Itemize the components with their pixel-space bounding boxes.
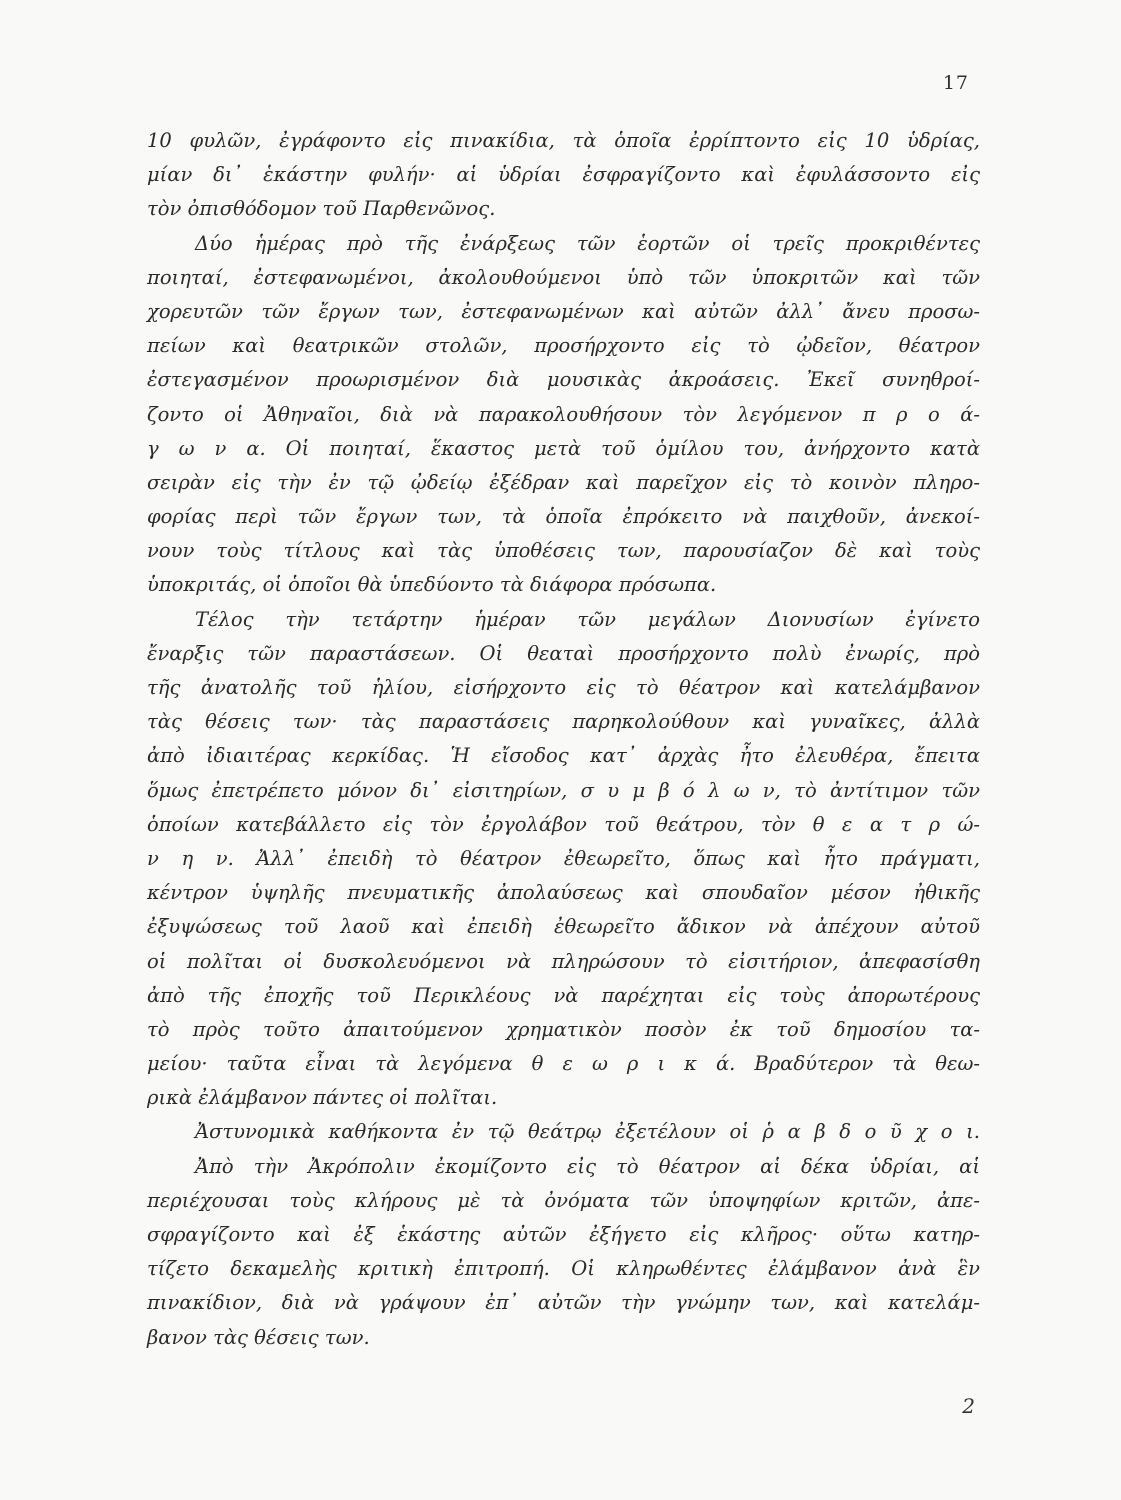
text-line: ὁποίων κατεβάλλετο εἰς τὸν ἐργολάβον τοῦ θεάτρου, τὸν θ ε α τ ρ ώ- xyxy=(147,812,980,836)
text-line: Δύο ἡμέρας πρὸ τῆς ἐνάρξεως τῶν ἑορτῶν οἱ τρεῖς προκριθέντες xyxy=(195,231,980,255)
text-line: ἐξυψώσεως τοῦ λαοῦ καὶ ἐπειδὴ ἐθεωρεῖτο ἄδικον νὰ ἀπέχουν αὐτοῦ xyxy=(147,915,980,939)
text-line: γ ω ν α. Οἱ ποιηταί, ἕκαστος μετὰ τοῦ ὁμίλου του, ἀνήρχοντο κατὰ xyxy=(147,436,980,460)
body-text xyxy=(147,124,980,1355)
text-line: ἀπὸ ἰδιαιτέρας κερκίδας. Ἡ εἴσοδος κατ᾽ ἀρχὰς ἦτο ἐλευθέρα, ἔπειτα xyxy=(147,744,980,768)
text-line: τὰς θέσεις των· τὰς παραστάσεις παρηκολούθουν καὶ γυναῖκες, ἀλλὰ xyxy=(147,710,980,734)
text-line: πινακίδιον, διὰ νὰ γράψουν ἐπ᾽ αὐτῶν τὴν γνώμην των, καὶ κατελάμ- xyxy=(147,1291,980,1315)
text-line: ρικὰ ἐλάμβανον πάντες οἱ πολῖται. xyxy=(147,1086,498,1110)
signature-mark: 2 xyxy=(962,1394,975,1418)
text-line: ἐστεγασμένον προωρισμένον διὰ μουσικὰς ἀκροάσεις. Ἐκεῖ συνηθροί- xyxy=(147,368,980,392)
text-line: τίζετο δεκαμελὴς κριτικὴ ἐπιτροπή. Οἱ κληρωθέντες ἐλάμβανον ἀνὰ ἓν xyxy=(147,1257,980,1281)
text-line: Ἀστυνομικὰ καθήκοντα ἐν τῷ θεάτρῳ ἐξετέλουν οἱ ῥ α β δ ο ῦ χ ο ι. xyxy=(195,1120,980,1144)
text-line: τῆς ἀνατολῆς τοῦ ἡλίου, εἰσήρχοντο εἰς τὸ θέατρον καὶ κατελάμβανον xyxy=(147,676,980,699)
text-line: πείων καὶ θεατρικῶν στολῶν, προσήρχοντο εἰς τὸ ᾠδεῖον, θέατρον xyxy=(147,334,980,358)
text-line: ποιηταί, ἐστεφανωμένοι, ἀκολουθούμενοι ὑπὸ τῶν ὑποκριτῶν καὶ τῶν xyxy=(147,265,980,289)
text-line: Τέλος τὴν τετάρτην ἡμέραν τῶν μεγάλων Διονυσίων ἐγίνετο xyxy=(195,607,980,631)
text-line: σειρὰν εἰς τὴν ἐν τῷ ᾠδείῳ ἐξέδραν καὶ παρεῖχον εἰς τὸ κοινὸν πληρο- xyxy=(147,470,980,494)
text-line: τὸν ὀπισθόδομον τοῦ Παρθενῶνος. xyxy=(147,197,496,221)
text-line: ὅμως ἐπετρέπετο μόνον δι᾽ εἰσιτηρίων, σ υ μ β ό λ ω ν, τὸ ἀντίτιμον τῶν xyxy=(147,778,980,802)
page-number: 17 xyxy=(942,72,969,94)
text-line: φορίας περὶ τῶν ἔργων των, τὰ ὁποῖα ἐπρόκειτο νὰ παιχθοῦν, ἀνεκοί- xyxy=(147,505,980,529)
text-line: ζοντο οἱ Ἀθηναῖοι, διὰ νὰ παρακολουθήσουν τὸν λεγόμενον π ρ ο ά- xyxy=(147,402,980,426)
text-line: μίαν δι᾽ ἑκάστην φυλήν· αἱ ὑδρίαι ἐσφραγίζοντο καὶ ἐφυλάσσοντο εἰς xyxy=(147,163,980,187)
text-line: 10 φυλῶν, ἐγράφοντο εἰς πινακίδια, τὰ ὁποῖα ἐρρίπτοντο εἰς 10 ὑδρίας, xyxy=(147,129,980,152)
text-line: νουν τοὺς τίτλους καὶ τὰς ὑποθέσεις των, παρουσίαζον δὲ καὶ τοὺς xyxy=(147,539,980,563)
text-line: κέντρον ὑψηλῆς πνευματικῆς ἀπολαύσεως καὶ σπουδαῖον μέσον ἠθικῆς xyxy=(147,881,980,905)
text-line: Ἀπὸ τὴν Ἀκρόπολιν ἐκομίζοντο εἰς τὸ θέατρον αἱ δέκα ὑδρίαι, αἱ xyxy=(195,1154,980,1178)
text-line: ὑποκριτάς, οἱ ὁποῖοι θὰ ὑπεδύοντο τὰ διάφορα πρόσωπα. xyxy=(147,573,717,597)
text-line: σφραγίζοντο καὶ ἐξ ἑκάστης αὐτῶν ἐξήγετο εἰς κλῆρος· οὕτω κατηρ- xyxy=(147,1223,980,1246)
text-line: ν η ν. Ἀλλ᾽ ἐπειδὴ τὸ θέατρον ἐθεωρεῖτο, ὅπως καὶ ἦτο πράγματι, xyxy=(147,846,980,870)
text-line: μείου· ταῦτα εἶναι τὰ λεγόμενα θ ε ω ρ ι κ ά. Βραδύτερον τὰ θεω- xyxy=(147,1052,980,1076)
text-line: περιέχουσαι τοὺς κλήρους μὲ τὰ ὀνόματα τῶν ὑποψηφίων κριτῶν, ἀπε- xyxy=(147,1188,980,1212)
text-line: βανον τὰς θέσεις των. xyxy=(147,1325,370,1349)
text-line: χορευτῶν τῶν ἔργων των, ἐστεφανωμένων καὶ αὐτῶν ἀλλ᾽ ἄνευ προσω- xyxy=(147,299,980,323)
text-line: οἱ πολῖται οἱ δυσκολευόμενοι νὰ πληρώσουν τὸ εἰσιτήριον, ἀπεφασίσθη xyxy=(147,949,980,973)
text-line: ἔναρξις τῶν παραστάσεων. Οἱ θεαταὶ προσήρχοντο πολὺ ἐνωρίς, πρὸ xyxy=(147,641,980,665)
text-line: τὸ πρὸς τοῦτο ἀπαιτούμενον χρηματικὸν ποσὸν ἐκ τοῦ δημοσίου τα- xyxy=(147,1017,980,1041)
text-line: ἀπὸ τῆς ἐποχῆς τοῦ Περικλέους νὰ παρέχηται εἰς τοὺς ἀπορωτέρους xyxy=(147,983,980,1007)
